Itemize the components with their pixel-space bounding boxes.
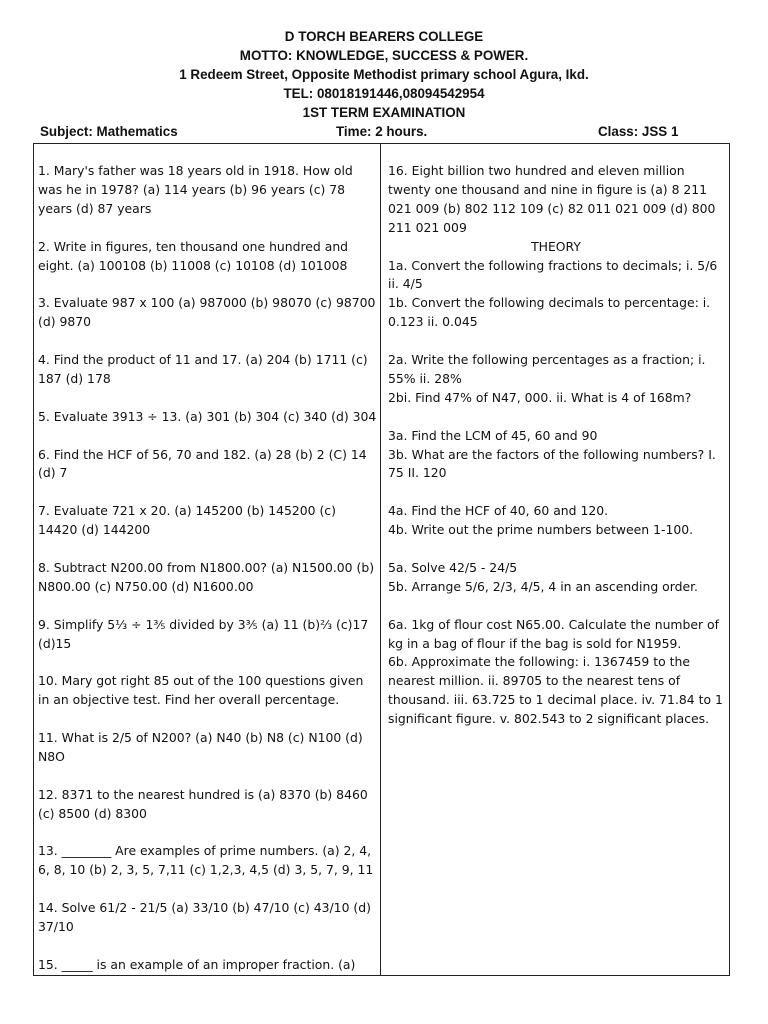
- theory-4a: 4a. Find the HCF of 40, 60 and 120.: [388, 503, 609, 519]
- subject-label: Subject: Mathematics: [40, 124, 178, 139]
- theory-5b: 5b. Arrange 5/6, 2/3, 4/5, 4 in an ascending order.: [388, 578, 698, 594]
- school-address: 1 Redeem Street, Opposite Methodist primary school Agura, Ikd.: [179, 67, 589, 82]
- exam-title: 1ST TERM EXAMINATION: [302, 105, 466, 120]
- theory-4b: 4b. Write out the prime numbers between 1-100.: [388, 522, 694, 538]
- column-divider: [380, 143, 381, 976]
- time-label: Time: 2 hours.: [336, 124, 428, 139]
- question-10: 10. Mary got right 85 out of the 100 questions given in an objective test. Find her overall percentage.: [38, 673, 364, 708]
- class-label: Class: JSS 1: [598, 124, 679, 139]
- question-16: 16. Eight billion two hundred and eleven million twenty one thousand and nine in figure is (a) 8 211 021 009 (b) 802 112 109 (c) 82 011 021 009 (d) 800 211 021 009: [388, 163, 716, 235]
- question-15: 15. _____ is an example of an improper fraction. (a): [38, 956, 356, 972]
- theory-6b: 6b. Approximate the following: i. 1367459 to the nearest million. ii. 89705 to the nearest tens of thousand. iii. 63.725 to 1 decimal place. iv. 71.84 to 1 significant figure. v. 802.543 to 2 significant places.: [388, 654, 723, 727]
- theory-2a: 2a. Write the following percentages as a fraction; i. 55% ii. 28%: [388, 352, 706, 386]
- subject-row: [40, 124, 730, 142]
- question-12: 12. 8371 to the nearest hundred is (a) 8370 (b) 8460 (c) 8500 (d) 8300: [38, 786, 368, 821]
- theory-3a: 3a. Find the LCM of 45, 60 and 90: [388, 427, 598, 443]
- right-column: [388, 162, 724, 729]
- question-3: 3. Evaluate 987 x 100 (a) 987000 (b) 98070 (c) 98700 (d) 9870: [38, 295, 376, 330]
- question-8: 8. Subtract N200.00 from N1800.00? (a) N1500.00 (b) N800.00 (c) N750.00 (d) N1600.00: [38, 559, 375, 594]
- question-14: 14. Solve 61/2 - 21/5 (a) 33/10 (b) 47/10 (c) 43/10 (d) 37/10: [38, 900, 371, 935]
- theory-heading: THEORY: [531, 238, 581, 254]
- question-7: 7. Evaluate 721 x 20. (a) 145200 (b) 145200 (c) 14420 (d) 144200: [38, 503, 336, 538]
- question-6: 6. Find the HCF of 56, 70 and 182. (a) 28 (b) 2 (C) 14 (d) 7: [38, 446, 367, 481]
- theory-1a: 1a. Convert the following fractions to decimals; i. 5/6 ii. 4/5: [388, 257, 718, 292]
- theory-6a: 6a. 1kg of flour cost N65.00. Calculate the number of kg in a bag of flour if the bag is sold for N1959.: [388, 616, 719, 651]
- theory-1b: 1b. Convert the following decimals to percentage: i. 0.123 ii. 0.045: [388, 295, 711, 330]
- theory-5a: 5a. Solve 42/5 - 24/5: [388, 559, 518, 575]
- school-telephone: TEL: 08018191446,08094542954: [283, 86, 485, 101]
- school-name: D TORCH BEARERS COLLEGE: [284, 29, 484, 44]
- question-13: 13. ________ Are examples of prime numbers. (a) 2, 4, 6, 8, 10 (b) 2, 3, 5, 7,11 (c) 1,2,3, 4,5 (d) 3, 5, 7, 9, 11: [38, 843, 374, 878]
- exam-header: [0, 27, 768, 122]
- question-11: 11. What is 2/5 of N200? (a) N40 (b) N8 (c) N100 (d) N8O: [38, 730, 363, 764]
- question-2: 2. Write in figures, ten thousand one hundred and eight. (a) 100108 (b) 11008 (c) 10108 (d) 101008: [38, 238, 349, 273]
- question-9: 9. Simplify 5⅓ ÷ 1⅗ divided by 3⅗ (a) 11 (b)⅔ (c)17 (d)15: [38, 616, 369, 651]
- theory-3b: 3b. What are the factors of the following numbers? I. 75 II. 120: [388, 446, 716, 481]
- theory-2b: 2bi. Find 47% of N47, 000. ii. What is 4 of 168m?: [388, 389, 692, 405]
- left-column: [38, 162, 378, 974]
- question-1: 1. Mary's father was 18 years old in 1918. How old was he in 1978? (a) 114 years (b) 96 years (c) 78 years (d) 87 years: [38, 163, 353, 216]
- question-5: 5. Evaluate 3913 ÷ 13. (a) 301 (b) 304 (c) 340 (d) 304: [38, 408, 377, 424]
- question-4: 4. Find the product of 11 and 17. (a) 204 (b) 1711 (c) 187 (d) 178: [38, 352, 368, 386]
- school-motto: MOTTO: KNOWLEDGE, SUCCESS & POWER.: [239, 48, 529, 63]
